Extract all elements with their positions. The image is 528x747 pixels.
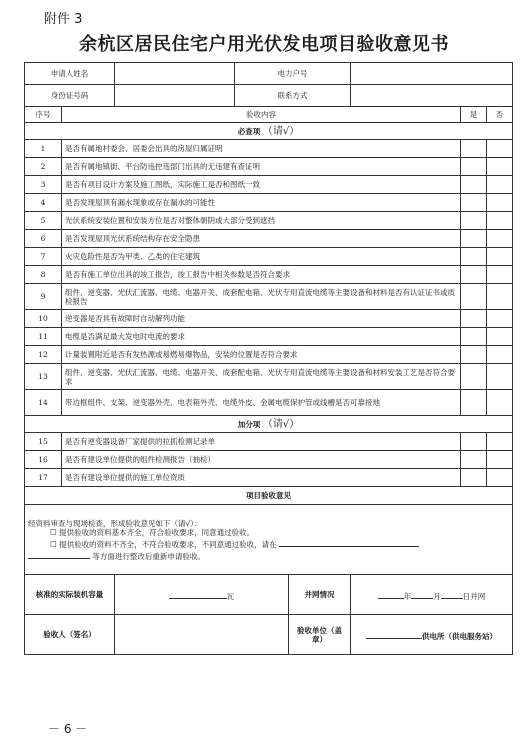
month-text: 月: [433, 591, 441, 601]
item-content: 组件、逆变器、光伏汇流器、电缆、电器开关、成套配电箱、光伏专用直流电缆等主要设备和材料是否有认证证书或质检报告: [62, 284, 461, 310]
table-row: [25, 266, 513, 284]
no-check-cell[interactable]: [487, 451, 513, 469]
unit-field[interactable]: [351, 615, 513, 655]
item-number: 2: [25, 158, 62, 176]
item-content: 逆变器是否具有故障时自动解列功能: [62, 310, 461, 328]
yes-check-cell[interactable]: [461, 212, 487, 230]
table-row: [25, 158, 513, 176]
table-row: [25, 310, 513, 328]
required-title: 必查项: [237, 126, 261, 136]
table-row: [25, 284, 513, 310]
yes-check-cell[interactable]: [461, 176, 487, 194]
opinion-intro: 经资料审查与现场检查，形成验收意见如下（请√）：: [28, 518, 202, 528]
no-check-cell[interactable]: [487, 328, 513, 346]
applicant-name-label: 申请人姓名: [25, 63, 115, 85]
item-number: 1: [25, 140, 62, 158]
item-content: 是否有建设单位提供的组件检测报告（抽检）: [62, 451, 461, 469]
grid-date-field[interactable]: [351, 575, 513, 615]
table-row: [25, 194, 513, 212]
item-number: 4: [25, 194, 62, 212]
no-check-cell[interactable]: [487, 364, 513, 390]
content-header: 验收内容: [62, 107, 461, 123]
required-section-row: [25, 123, 513, 140]
no-check-cell[interactable]: [487, 194, 513, 212]
yes-check-cell[interactable]: [461, 284, 487, 310]
unit-value: 供电所（供电服务站）: [422, 631, 497, 641]
opinion-option-fail-tail: [28, 549, 509, 561]
no-check-cell[interactable]: [487, 390, 513, 416]
page-number: － 6 －: [48, 722, 88, 736]
id-number-label: 身份证号码: [25, 85, 115, 107]
item-number: 16: [25, 451, 62, 469]
acceptor-label: 验收人（签名）: [25, 615, 115, 655]
table-header-row: [25, 107, 513, 123]
rectification-blank-2[interactable]: [28, 549, 90, 559]
no-check-cell[interactable]: [487, 346, 513, 364]
table-row: [25, 469, 513, 487]
item-content: 光伏系统安装位置和安装方位是否对整体朝阴或大部分受到遮挡: [62, 212, 461, 230]
item-content: 是否有属地村委会、居委会出具的房屋归属证明: [62, 140, 461, 158]
rectification-blank[interactable]: [279, 537, 419, 547]
unit-blank[interactable]: [366, 629, 422, 639]
capacity-unit: 瓦: [226, 591, 235, 601]
item-number: 11: [25, 328, 62, 346]
item-number: 3: [25, 176, 62, 194]
power-account-label: 电力户号: [235, 63, 351, 85]
applicant-row-2: [25, 85, 513, 107]
contact-field[interactable]: [351, 85, 513, 107]
bonus-section-row: [25, 416, 513, 433]
no-check-cell[interactable]: [487, 212, 513, 230]
table-row: [25, 364, 513, 390]
opinion-option-fail: [28, 537, 509, 549]
item-number: 6: [25, 230, 62, 248]
no-check-cell[interactable]: [487, 433, 513, 451]
capacity-label: 核准的实际装机容量: [25, 575, 115, 615]
bonus-title: 加分项: [237, 419, 261, 429]
item-content: 是否有施工单位出具的竣工报告，竣工报告中相关参数是否符合要求: [62, 266, 461, 284]
day-blank[interactable]: [441, 589, 463, 599]
yes-check-cell[interactable]: [461, 248, 487, 266]
item-content: 是否有建设单位提供的施工单位资质: [62, 469, 461, 487]
year-blank[interactable]: [378, 589, 404, 599]
yes-check-cell[interactable]: [461, 364, 487, 390]
opinion-section-title: 项目验收意见: [25, 487, 513, 505]
seq-header: 序号: [25, 107, 62, 123]
item-number: 10: [25, 310, 62, 328]
contact-label: 联系方式: [235, 85, 351, 107]
yes-check-cell[interactable]: [461, 433, 487, 451]
no-check-cell[interactable]: [487, 158, 513, 176]
table-row: [25, 140, 513, 158]
yes-check-cell[interactable]: [461, 266, 487, 284]
yes-check-cell[interactable]: [461, 194, 487, 212]
table-row: [25, 390, 513, 416]
no-check-cell[interactable]: [487, 176, 513, 194]
table-row: [25, 176, 513, 194]
option-pass-text: 提供验收的资料基本齐全，符合验收要求，同意通过验收。: [59, 527, 255, 537]
yes-check-cell[interactable]: [461, 451, 487, 469]
table-row: [25, 230, 513, 248]
item-number: 12: [25, 346, 62, 364]
item-content: 计量装置附近是否有发热源或易燃易爆物品，安装的位置是否符合要求: [62, 346, 461, 364]
item-number: 9: [25, 284, 62, 310]
yes-check-cell[interactable]: [461, 310, 487, 328]
item-number: 13: [25, 364, 62, 390]
bonus-hint: （请√）: [262, 418, 300, 430]
item-number: 14: [25, 390, 62, 416]
day-grid-text: 日并网: [462, 591, 486, 601]
no-check-cell[interactable]: [487, 140, 513, 158]
opinion-body: [25, 505, 513, 575]
item-content: 组件、逆变器、光伏汇流器、电缆、电器开关、成套配电箱、光伏专用直流电缆等主要设备和材料安装工艺是否符合要求: [62, 364, 461, 390]
option-fail-text: 提供验收的资料不齐全，不符合验收要求，不同意通过验收，请在: [59, 539, 277, 549]
table-row: [25, 212, 513, 230]
option-fail-tail-text: 等方面进行整改后重新申请验收。: [92, 551, 205, 561]
item-content: 带边框组件、支架、逆变器外壳、电表箱外壳、电缆外皮、金属电缆保护管或线槽是否可靠接地: [62, 390, 461, 416]
page-title: 余杭区居民住宅户用光伏发电项目验收意见书: [79, 34, 449, 55]
item-content: 是否有属地镇街、平台防违控违部门出具的无违建有查证明: [62, 158, 461, 176]
opinion-option-pass: [28, 528, 509, 537]
checkbox-icon[interactable]: ☐: [50, 539, 57, 549]
table-row: [25, 346, 513, 364]
table-row: [25, 433, 513, 451]
unit-label: 验收单位（盖章）: [289, 615, 351, 655]
capacity-blank[interactable]: [169, 589, 227, 599]
month-blank[interactable]: [411, 589, 433, 599]
item-number: 5: [25, 212, 62, 230]
required-section-title: [25, 123, 513, 140]
no-check-cell[interactable]: [487, 230, 513, 248]
applicant-name-field[interactable]: [115, 63, 235, 85]
capacity-row: [25, 575, 513, 615]
yes-check-cell[interactable]: [461, 230, 487, 248]
applicant-row-1: [25, 63, 513, 85]
table-row: [25, 248, 513, 266]
attachment-label: 附件 3: [44, 12, 83, 27]
yes-check-cell[interactable]: [461, 158, 487, 176]
yes-check-cell[interactable]: [461, 328, 487, 346]
yes-check-cell[interactable]: [461, 469, 487, 487]
item-number: 8: [25, 266, 62, 284]
required-hint: （请√）: [262, 125, 300, 137]
signature-row: [25, 615, 513, 655]
item-content: 是否有逆变器设备厂家提供的拉抓检测记录单: [62, 433, 461, 451]
acceptor-signature-field[interactable]: [115, 615, 289, 655]
yes-check-cell[interactable]: [461, 140, 487, 158]
item-number: 15: [25, 433, 62, 451]
acceptance-form-table: [24, 62, 513, 655]
item-content: 火灾危险性是否为甲类、乙类的住宅建筑: [62, 248, 461, 266]
yes-check-cell[interactable]: [461, 390, 487, 416]
no-check-cell[interactable]: [487, 469, 513, 487]
item-number: 17: [25, 469, 62, 487]
opinion-body-row: [25, 505, 513, 575]
table-row: [25, 451, 513, 469]
bonus-section-title: [25, 416, 513, 433]
no-check-cell[interactable]: [487, 248, 513, 266]
item-content: 电缆是否满足最大发电时电流的要求: [62, 328, 461, 346]
power-account-field[interactable]: [351, 63, 513, 85]
checkbox-icon[interactable]: ☐: [50, 527, 57, 537]
yes-header: 是: [461, 107, 487, 123]
capacity-field[interactable]: [115, 575, 289, 615]
no-check-cell[interactable]: [487, 266, 513, 284]
item-content: 是否发现屋顶光伏系统结构存在安全隐患: [62, 230, 461, 248]
item-content: 是否有项目设计方案及施工图纸，实际施工是否和图纸一致: [62, 176, 461, 194]
opinion-section-row: [25, 487, 513, 505]
no-check-cell[interactable]: [487, 284, 513, 310]
grid-status-label: 并网情况: [289, 575, 351, 615]
table-row: [25, 328, 513, 346]
item-number: 7: [25, 248, 62, 266]
id-number-field[interactable]: [115, 85, 235, 107]
year-text: 年: [403, 591, 412, 601]
no-header: 否: [487, 107, 513, 123]
item-content: 是否发现屋顶有漏水现象或存在漏水的可能性: [62, 194, 461, 212]
yes-check-cell[interactable]: [461, 346, 487, 364]
no-check-cell[interactable]: [487, 310, 513, 328]
